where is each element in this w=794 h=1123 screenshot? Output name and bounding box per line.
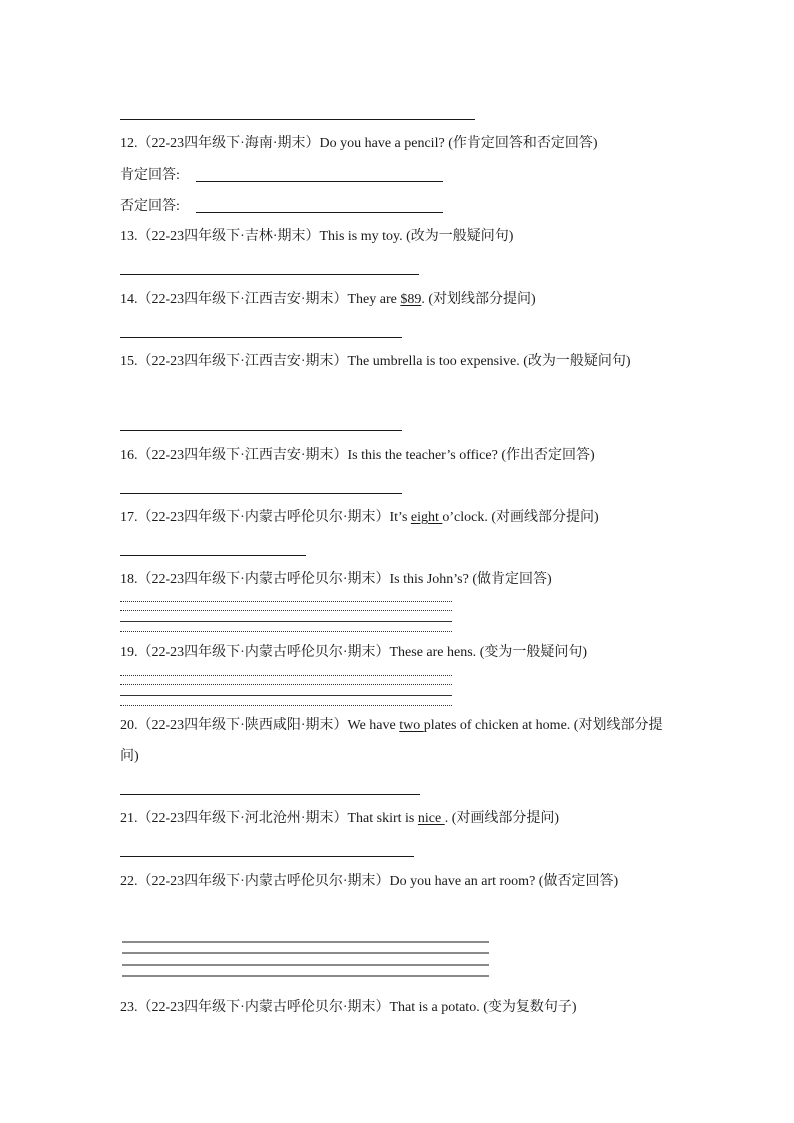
- question-instruction: (做肯定回答): [472, 572, 552, 587]
- question-14: 14.（22-23四年级下·江西吉安·期末）They are $89. (对划线部分提问): [120, 292, 536, 307]
- question-text: Do you have a pencil?: [319, 136, 449, 151]
- question-source: （22-23四年级下·内蒙古呼伦贝尔·期末）: [137, 645, 390, 660]
- question-text: They are: [347, 292, 401, 307]
- question-text-after: .: [444, 811, 452, 826]
- question-instruction: (对划线部分提问): [428, 292, 536, 307]
- question-source: （22-23四年级下·河北沧州·期末）: [137, 811, 348, 826]
- underlined-text: two: [399, 718, 424, 733]
- answer-line-21[interactable]: [120, 856, 414, 857]
- answer-line-20[interactable]: [120, 794, 420, 795]
- underlined-text: nice: [417, 811, 445, 826]
- question-text: Do you have an art room?: [389, 874, 539, 889]
- question-number: 19: [120, 645, 134, 660]
- question-16: 16.（22-23四年级下·江西吉安·期末）Is this the teacher’s office? (作出否定回答): [120, 448, 595, 463]
- question-text: The umbrella is too expensive.: [347, 354, 524, 369]
- negative-label: 否定回答:: [120, 199, 180, 214]
- question-number: 17: [120, 510, 134, 525]
- answer-line-13[interactable]: [120, 274, 419, 275]
- writing-guide-dotted: [120, 705, 452, 706]
- question-source: （22-23四年级下·江西吉安·期末）: [137, 292, 348, 307]
- question-source: （22-23四年级下·江西吉安·期末）: [137, 354, 348, 369]
- answer-line-16[interactable]: [120, 493, 402, 494]
- question-source: （22-23四年级下·内蒙古呼伦贝尔·期末）: [137, 874, 390, 889]
- question-number: 23: [120, 1000, 134, 1015]
- question-source: （22-23四年级下·海南·期末）: [137, 136, 320, 151]
- question-instruction: (改为一般疑问句): [406, 229, 514, 244]
- answer-line-14[interactable]: [120, 337, 402, 338]
- question-source: （22-23四年级下·陕西咸阳·期末）: [137, 718, 348, 733]
- question-instruction: (对划线部分提问): [120, 718, 663, 764]
- question-text: That is a potato.: [389, 1000, 484, 1015]
- question-instruction: (作肯定回答和否定回答): [448, 136, 598, 151]
- question-21: 21.（22-23四年级下·河北沧州·期末）That skirt is nice . (对画线部分提问): [120, 811, 560, 826]
- answer-line-11[interactable]: [120, 119, 475, 120]
- question-source: （22-23四年级下·江西吉安·期末）: [137, 448, 348, 463]
- question-instruction: (作出否定回答): [501, 448, 595, 463]
- writing-guide-dotted: [120, 631, 452, 632]
- question-source: （22-23四年级下·内蒙古呼伦贝尔·期末）: [137, 572, 390, 587]
- question-number: 22: [120, 874, 134, 889]
- answer-line-17[interactable]: [120, 555, 306, 556]
- underlined-text: eight: [410, 510, 443, 525]
- question-text-after: o’clock.: [442, 510, 492, 525]
- question-text: We have: [347, 718, 400, 733]
- question-number: 14: [120, 292, 134, 307]
- question-number: 13: [120, 229, 134, 244]
- question-instruction: (对画线部分提问): [491, 510, 599, 525]
- writing-guide-line[interactable]: [122, 964, 489, 966]
- question-20: 20.（22-23四年级下·陕西咸阳·期末）We have two plates of chicken at home. (对划线部分提问): [120, 718, 663, 764]
- question-instruction: (改为一般疑问句): [523, 354, 631, 369]
- question-number: 15: [120, 354, 134, 369]
- question-22: 22.（22-23四年级下·内蒙古呼伦贝尔·期末）Do you have an art room? (做否定回答): [120, 874, 619, 889]
- question-source: （22-23四年级下·吉林·期末）: [137, 229, 320, 244]
- question-13: 13.（22-23四年级下·吉林·期末）This is my toy. (改为一般疑问句): [120, 229, 514, 244]
- question-number: 21: [120, 811, 134, 826]
- writing-guide-dotted: [120, 610, 452, 611]
- question-text: These are hens.: [389, 645, 480, 660]
- question-instruction: (变为复数句子): [483, 1000, 577, 1015]
- writing-guide-dotted: [120, 601, 452, 602]
- writing-baseline[interactable]: [120, 695, 452, 696]
- negative-answer-line[interactable]: [196, 212, 443, 213]
- question-15: 15.（22-23四年级下·江西吉安·期末）The umbrella is too expensive. (改为一般疑问句): [120, 354, 631, 369]
- question-text: Is this the teacher’s office?: [347, 448, 502, 463]
- question-source: （22-23四年级下·内蒙古呼伦贝尔·期末）: [137, 510, 390, 525]
- question-17: 17.（22-23四年级下·内蒙古呼伦贝尔·期末）It’s eight o’clock. (对画线部分提问): [120, 510, 599, 525]
- question-instruction: (变为一般疑问句): [479, 645, 588, 660]
- question-number: 12: [120, 136, 134, 151]
- question-text: Is this John’s?: [389, 572, 473, 587]
- underlined-text: $89: [400, 292, 422, 307]
- question-text-after: plates of chicken at home.: [423, 718, 574, 733]
- affirmative-answer-line[interactable]: [196, 181, 443, 182]
- question-19: 19.（22-23四年级下·内蒙古呼伦贝尔·期末）These are hens. (变为一般疑问句): [120, 645, 588, 660]
- question-number: 16: [120, 448, 134, 463]
- writing-guide-line[interactable]: [122, 952, 489, 954]
- question-source: （22-23四年级下·内蒙古呼伦贝尔·期末）: [137, 1000, 390, 1015]
- question-text: It’s: [389, 510, 411, 525]
- writing-guide-line[interactable]: [122, 975, 489, 977]
- writing-guide-dotted: [120, 684, 452, 685]
- question-23: 23.（22-23四年级下·内蒙古呼伦贝尔·期末）That is a potato. (变为复数句子): [120, 1000, 577, 1015]
- question-12: 12.（22-23四年级下·海南·期末）Do you have a pencil? (作肯定回答和否定回答): [120, 136, 598, 151]
- question-number: 20: [120, 718, 134, 733]
- question-text: That skirt is: [347, 811, 418, 826]
- writing-baseline[interactable]: [120, 621, 452, 622]
- question-text: This is my toy.: [319, 229, 407, 244]
- question-instruction: (做否定回答): [538, 874, 619, 889]
- affirmative-label: 肯定回答:: [120, 168, 180, 183]
- writing-guide-line[interactable]: [122, 941, 489, 943]
- answer-line-15[interactable]: [120, 430, 402, 431]
- writing-guide-dotted: [120, 675, 452, 676]
- question-18: 18.（22-23四年级下·内蒙古呼伦贝尔·期末）Is this John’s? (做肯定回答): [120, 572, 552, 587]
- question-instruction: (对画线部分提问): [451, 811, 560, 826]
- question-text-after: .: [421, 292, 429, 307]
- question-number: 18: [120, 572, 134, 587]
